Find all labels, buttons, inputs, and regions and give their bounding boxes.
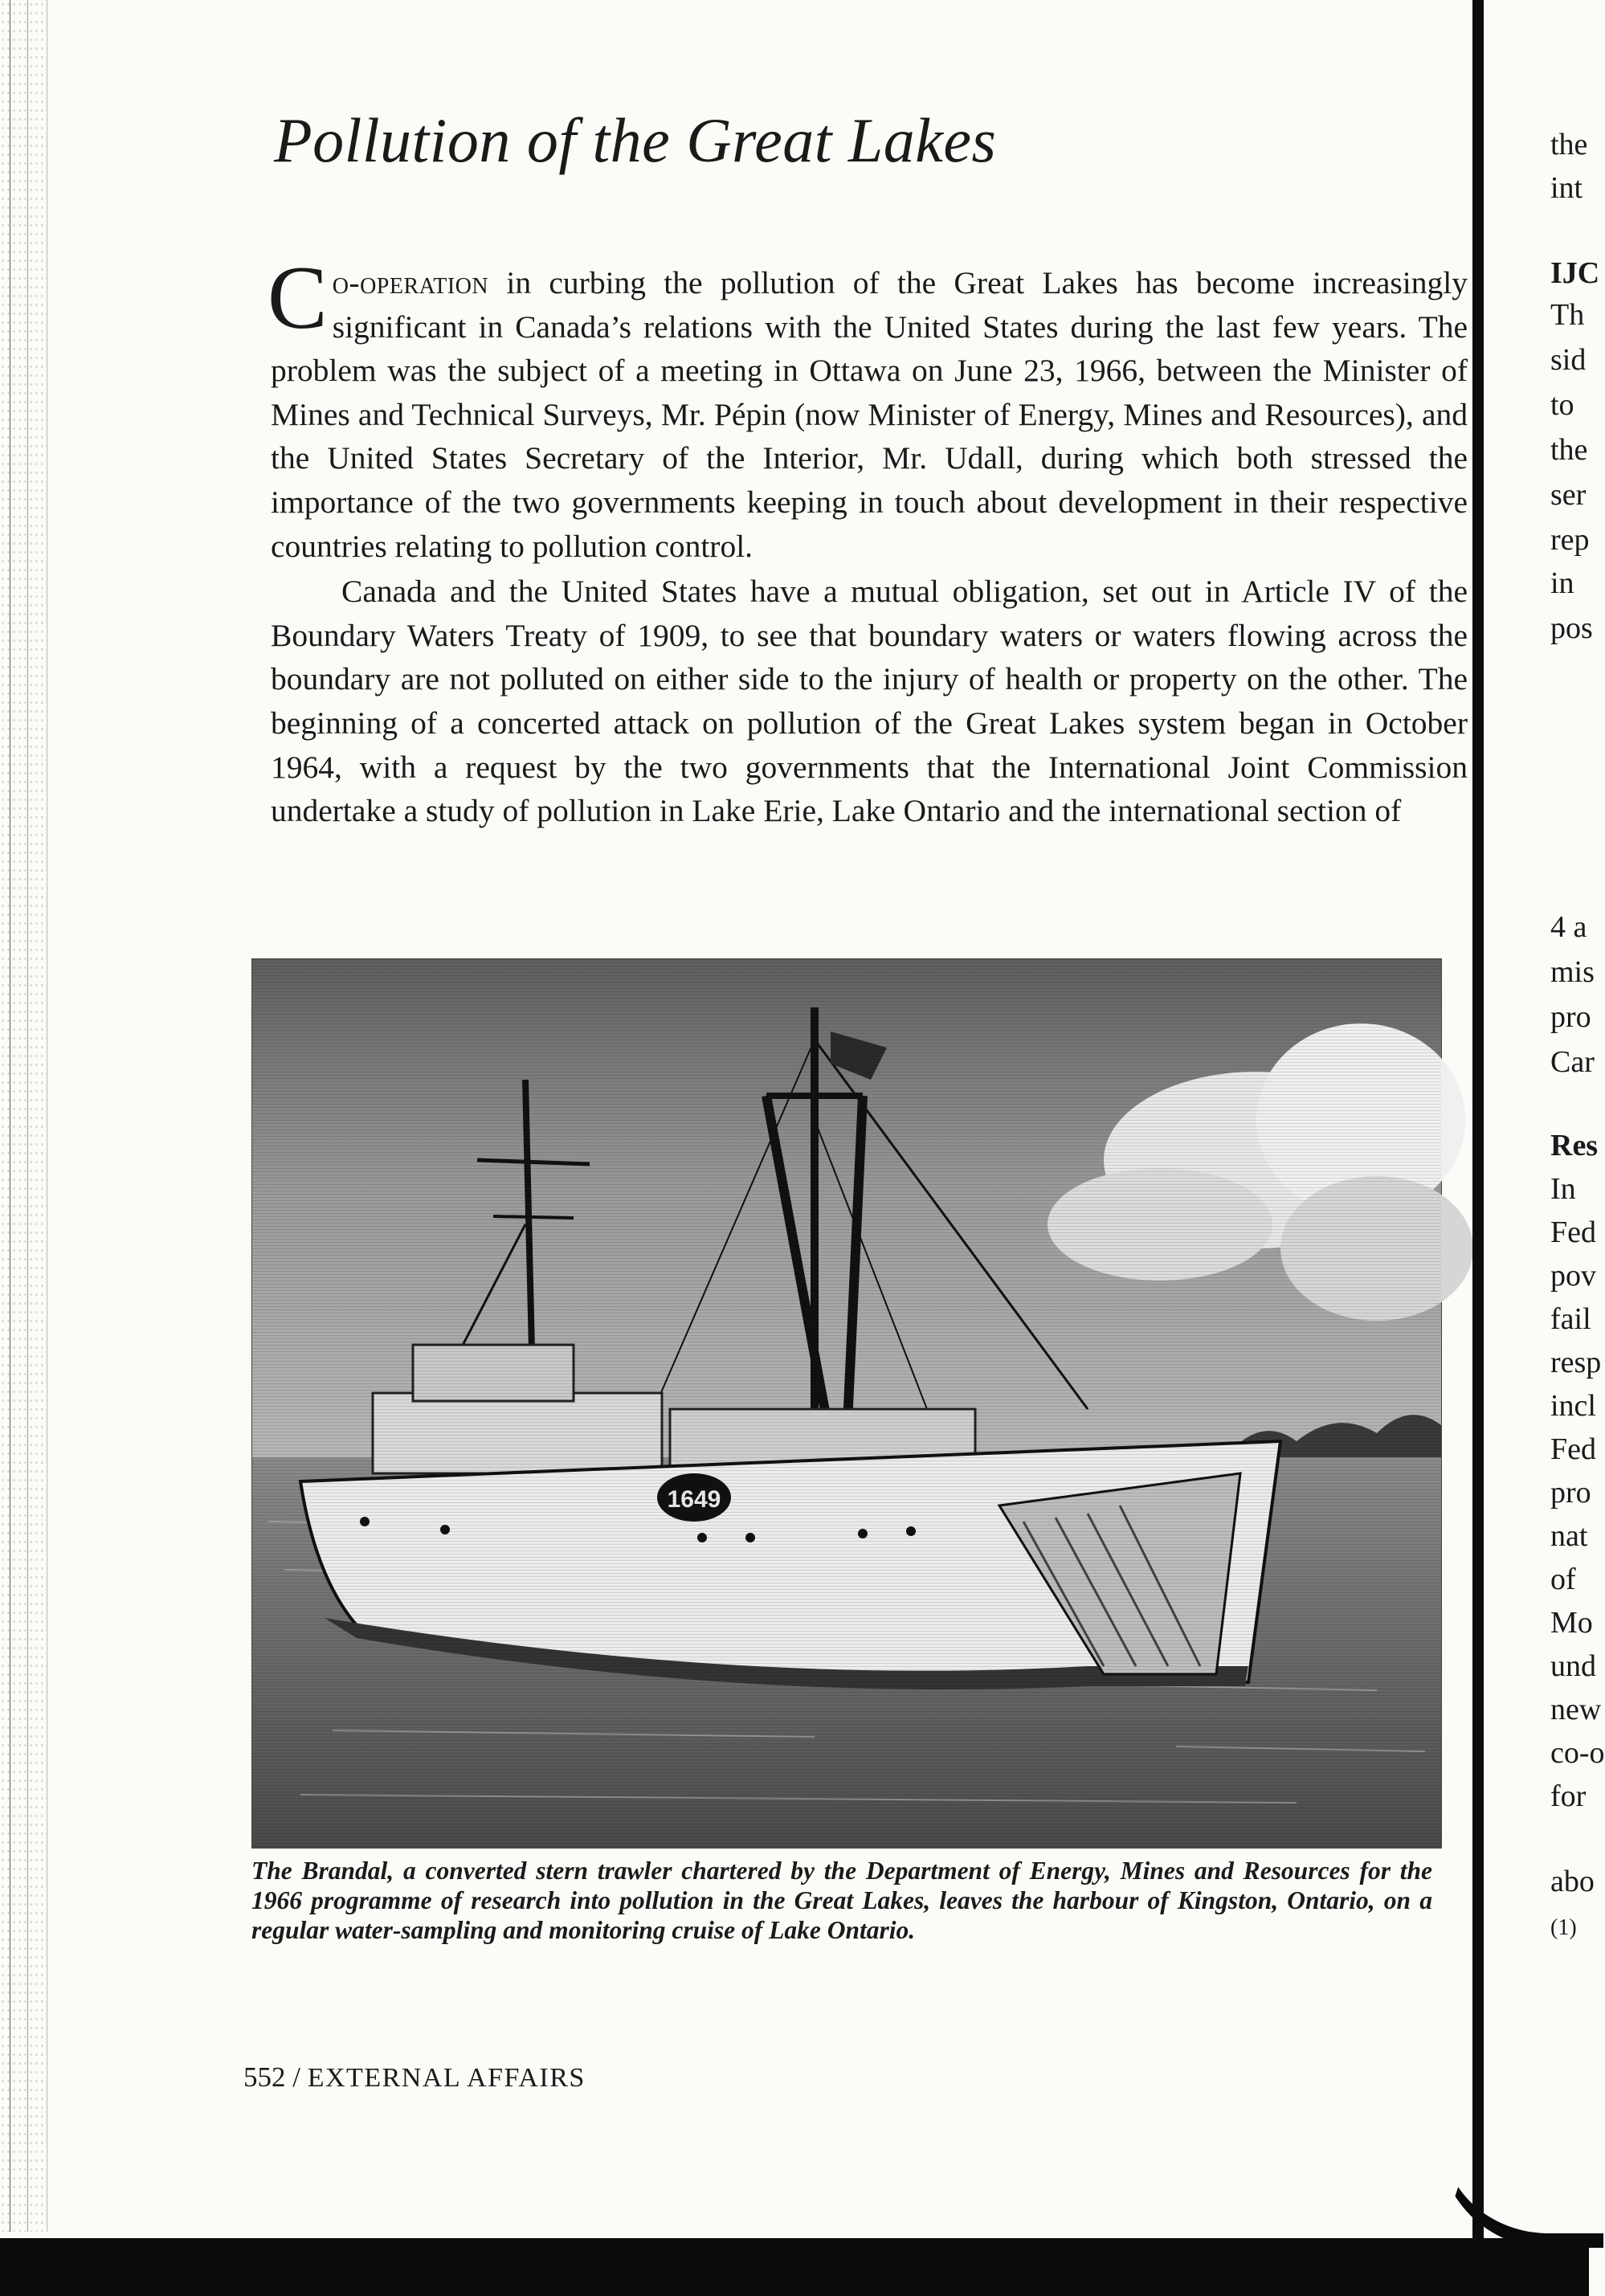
scan-gutter-noise bbox=[0, 0, 45, 2232]
fragment-text: new bbox=[1550, 1693, 1602, 1726]
fragment-text: resp bbox=[1550, 1346, 1602, 1379]
scan-bottom-edge bbox=[0, 2238, 1589, 2296]
fragment-heading: Res bbox=[1550, 1129, 1599, 1162]
fragment-text: co-o bbox=[1550, 1736, 1605, 1770]
fragment-text: In bbox=[1550, 1172, 1576, 1206]
fragment-text: Fed bbox=[1550, 1432, 1596, 1466]
fragment-text: sid bbox=[1550, 343, 1587, 377]
article-body bbox=[268, 248, 1468, 833]
fragment-text: pov bbox=[1550, 1259, 1596, 1293]
fragment-text: pos bbox=[1550, 611, 1593, 645]
fragment-text: ser bbox=[1550, 478, 1587, 512]
fragment-text: mis bbox=[1550, 955, 1595, 989]
lead-word: o-operation bbox=[332, 265, 489, 300]
fragment-text: the bbox=[1550, 128, 1588, 161]
paragraph-1-text: in curbing the pollution of the Great Lakes has become increasingly significant in Canada’s relations with the United States during the last few years. The problem was the subject of a meeting in Ottawa on June 23, 1966, between the Minister of Mines and Technical Surveys, Mr. Pépin (now Minister of Energy, Mines and Resources), and the United States Secretary of the Interior, Mr. Udall, during which both stressed the importance of the two governments keeping in touch about development in their respective countries relating to pollution control. bbox=[271, 265, 1468, 564]
fragment-text: und bbox=[1550, 1649, 1596, 1683]
scan-gutter-line bbox=[27, 0, 28, 2232]
paragraph-2: Canada and the United States have a mutual obligation, set out in Article IV of the Boundary Waters Treaty of 1909, to see that boundary waters or waters flowing across the boundary are not polluted on either side to the injury of health or property on the other. The beginning of a concerted attack on pollution of the Great Lakes system began in October 1964, with a request by the two governments that the International Joint Commission undertake a study of pollution in Lake Erie, Lake Ontario and the international section of bbox=[271, 574, 1468, 829]
fragment-text: 4 a bbox=[1550, 910, 1587, 944]
fragment-text: Car bbox=[1550, 1045, 1595, 1079]
fragment-text: in bbox=[1550, 566, 1574, 600]
fragment-text: abo bbox=[1550, 1865, 1595, 1898]
fragment-text: nat bbox=[1550, 1519, 1588, 1553]
fragment-text: pro bbox=[1550, 1476, 1591, 1510]
fragment-text: rep bbox=[1550, 523, 1590, 557]
fragment-text: Mo bbox=[1550, 1606, 1593, 1640]
fragment-text: int bbox=[1550, 171, 1583, 205]
adjacent-page-fragments bbox=[1550, 0, 1605, 2169]
fragment-footnote: (1) bbox=[1550, 1915, 1577, 1940]
paragraph-1 bbox=[268, 248, 1468, 568]
publication-name: EXTERNAL AFFAIRS bbox=[307, 2063, 586, 2093]
page-footer bbox=[243, 2061, 586, 2094]
fragment-text: fail bbox=[1550, 1302, 1591, 1336]
fragment-text: the bbox=[1550, 433, 1588, 467]
page-edge-divider bbox=[1472, 0, 1484, 2249]
ship-photograph bbox=[251, 958, 1442, 1849]
photo-caption: The Brandal, a converted stern trawler chartered by the Department of Energy, Mines and Resources for the 1966 programme of research into pollution in the Great Lakes, leaves the harbour of Kingston, Ontario, on a regular water-sampling and monitoring cruise of Lake Ontario. bbox=[251, 1857, 1432, 1944]
fragment-text: Fed bbox=[1550, 1215, 1596, 1249]
fragment-text: incl bbox=[1550, 1389, 1596, 1423]
fragment-heading: IJC bbox=[1550, 256, 1600, 290]
fragment-text: pro bbox=[1550, 1000, 1591, 1034]
page-number: 552 / bbox=[243, 2061, 308, 2093]
ship-photo-illustration bbox=[252, 959, 1441, 1848]
fragment-text: to bbox=[1550, 388, 1574, 422]
fragment-text: of bbox=[1550, 1563, 1576, 1596]
fragment-text: for bbox=[1550, 1779, 1587, 1813]
article-title: Pollution of the Great Lakes bbox=[274, 105, 997, 175]
fragment-text: Th bbox=[1550, 298, 1585, 332]
scan-page-curl bbox=[1438, 2137, 1603, 2248]
drop-cap: C bbox=[268, 248, 328, 348]
